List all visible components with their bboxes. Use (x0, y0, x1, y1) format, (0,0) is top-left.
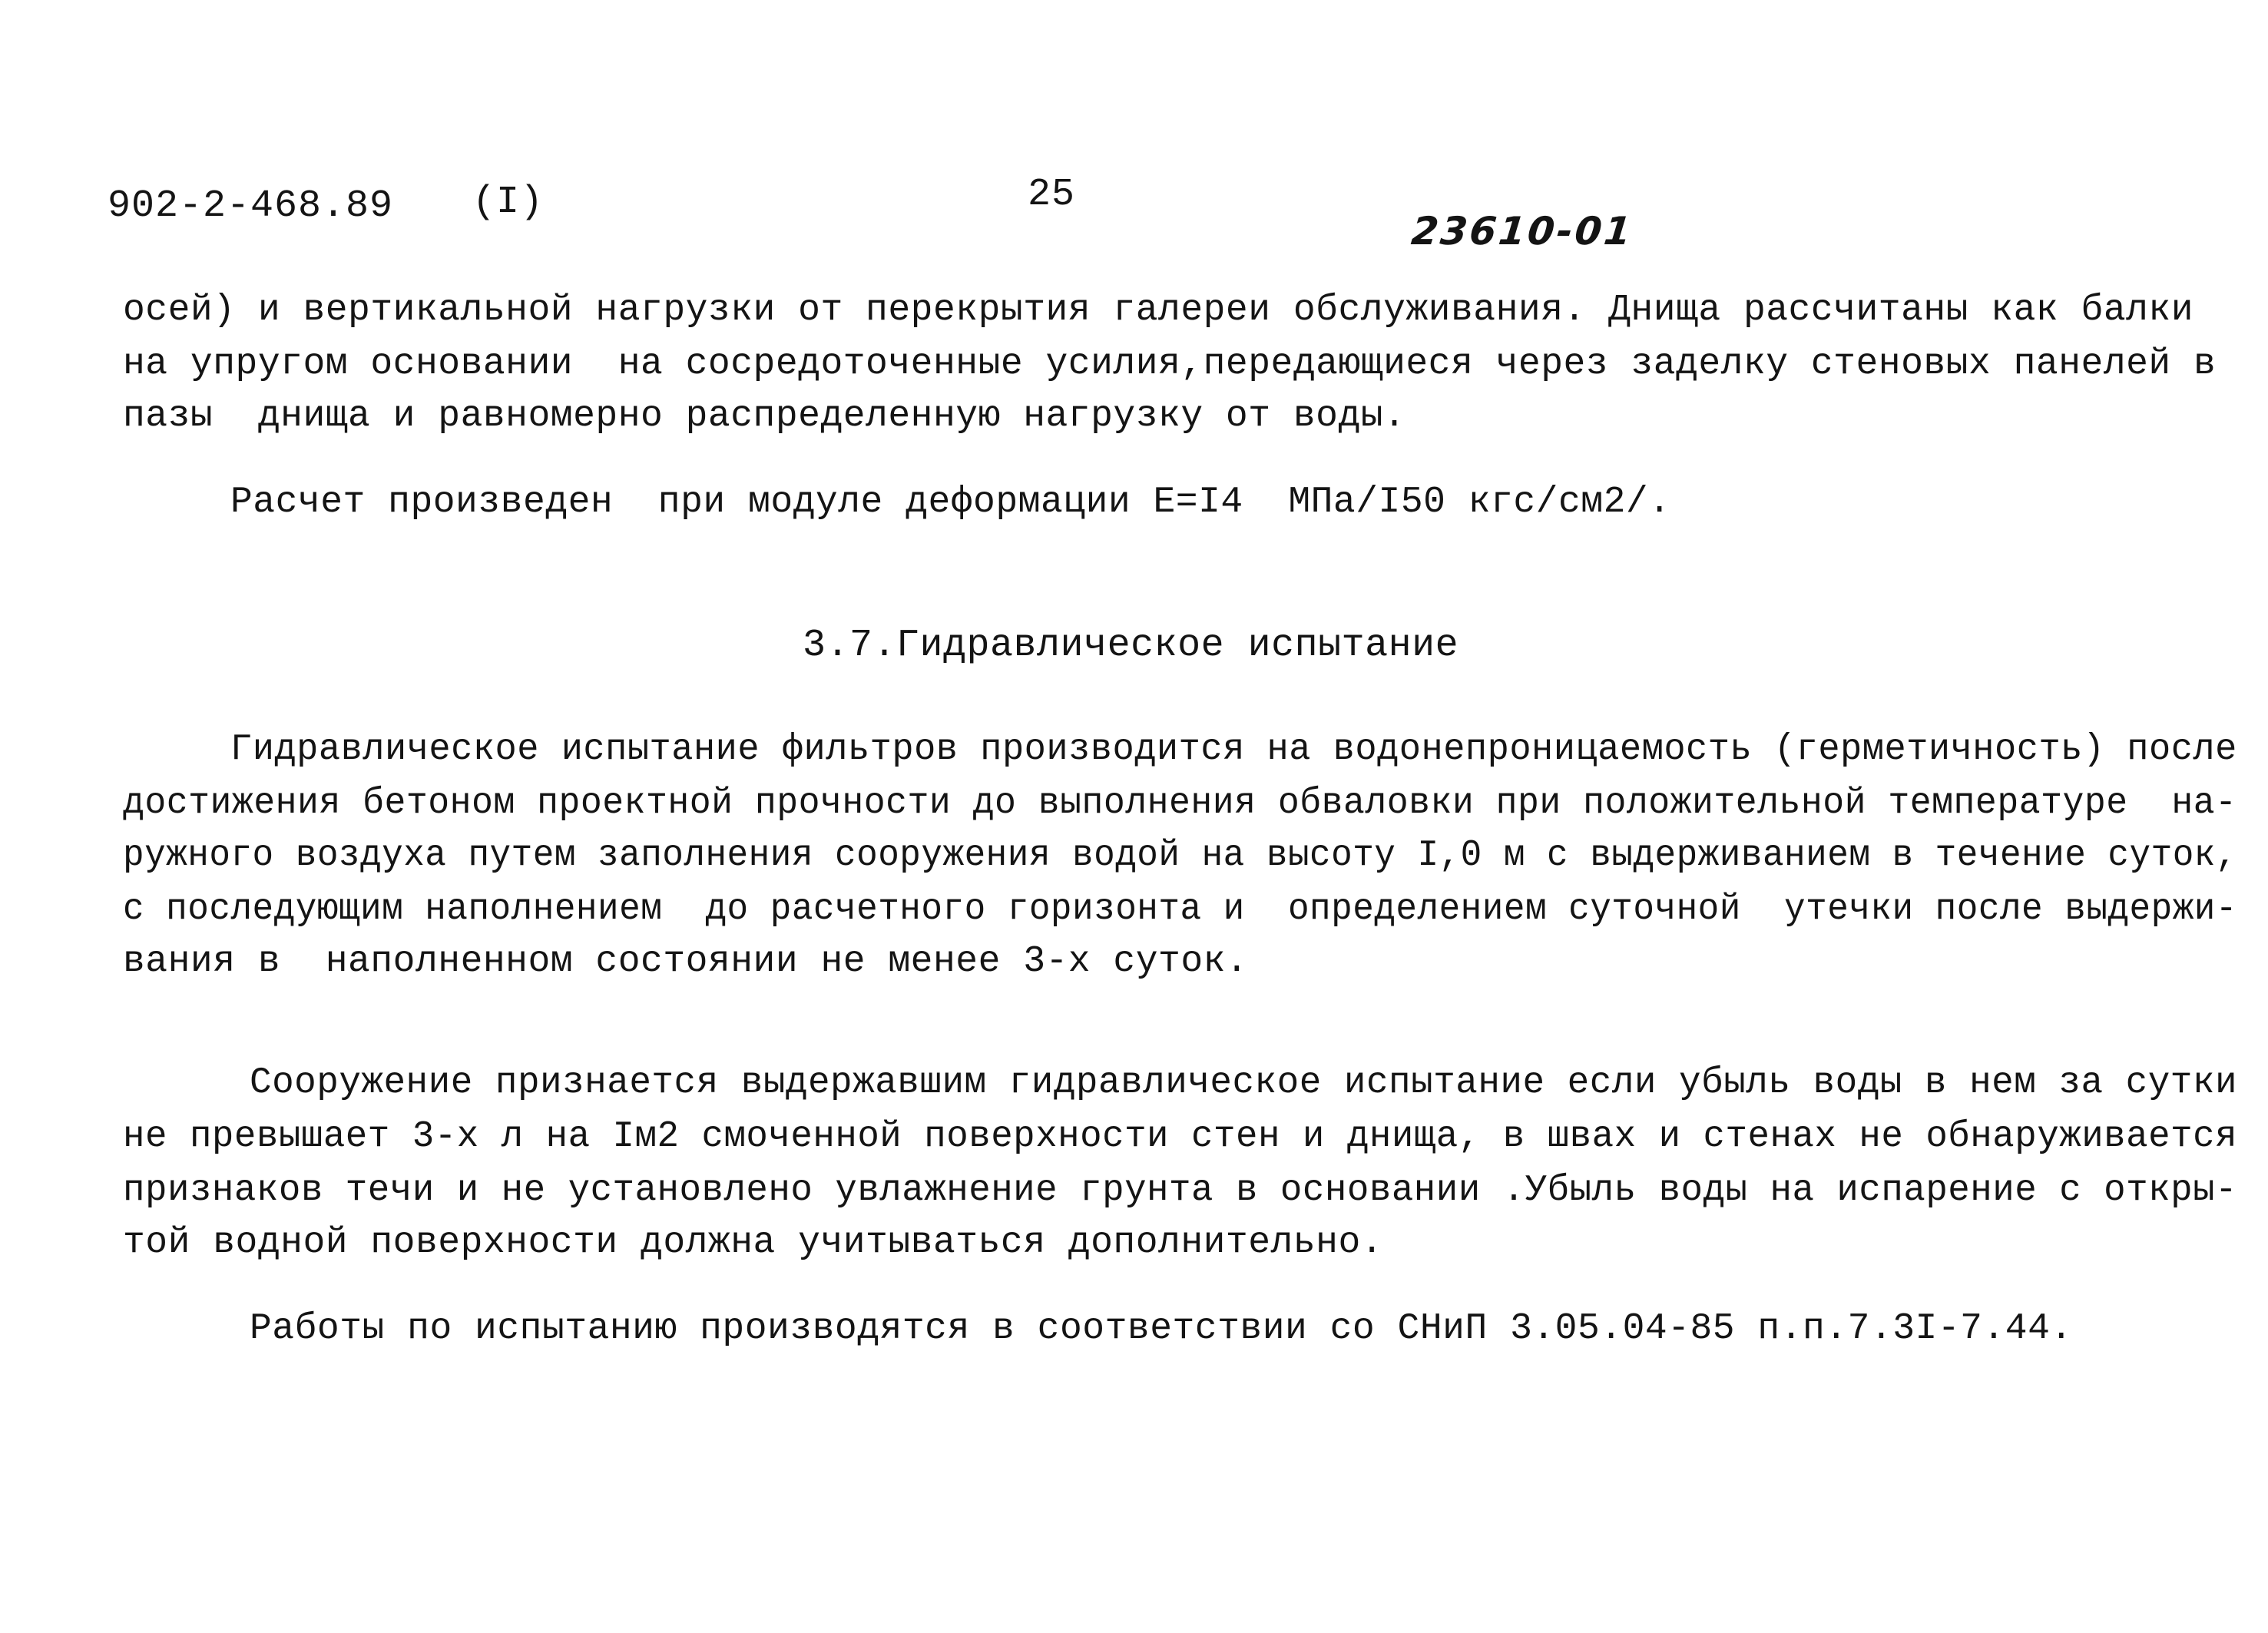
paragraph-line: достижения бетоном проектной прочности до выполнения обваловки при положительной температуре на- (123, 783, 2237, 824)
paragraph-line: Расчет произведен при модуле деформации E=I4 МПа/I50 кгс/см2/. (230, 482, 1671, 523)
paragraph-line: признаков течи и не установлено увлажнение грунта в основании .Убыль воды на испарение с откры- (123, 1170, 2238, 1211)
page-number: 25 (1028, 173, 1076, 217)
paragraph-line: с последующим наполнением до расчетного горизонта и определением суточной утечки после выдержи- (123, 889, 2237, 930)
paragraph-line: вания в наполненном состоянии не менее 3-х суток. (123, 941, 1249, 982)
paragraph-line: Работы по испытанию производятся в соответствии со СНиП 3.05.04-85 п.п.7.3I-7.44. (250, 1308, 2073, 1350)
paragraph-line: пазы днища и равномерно распределенную нагрузку от воды. (123, 396, 1406, 437)
paragraph-line: Сооружение признается выдержавшим гидравлическое испытание если убыль воды в нем за сутки (250, 1062, 2238, 1104)
album-number: (I) (472, 181, 545, 224)
paragraph-line: на упругом основании на сосредоточенные усилия,передающиеся через заделку стеновых панелей в (123, 343, 2217, 385)
paragraph-line: осей) и вертикальной нагрузки от перекрытия галереи обслуживания. Днища рассчитаны как балки (123, 290, 2194, 331)
document-code: 902-2-468.89 (108, 184, 394, 228)
paragraph-line: ружного воздуха путем заполнения сооружения водой на высоту I,0 м с выдерживанием в течение суток, (123, 835, 2237, 876)
paragraph-line: той водной поверхности должна учитываться дополнительно. (123, 1222, 1384, 1264)
section-heading: 3.7.Гидравлическое испытание (803, 624, 1459, 667)
handwritten-inventory-number: 23610-01 (1409, 209, 1636, 253)
paragraph-line: не превышает 3-х л на Iм2 смоченной поверхности стен и днища, в швах и стенах не обнаруживается (123, 1116, 2238, 1158)
paragraph-line: Гидравлическое испытание фильтров производится на водонепроницаемость (герметичность) после (230, 729, 2237, 770)
